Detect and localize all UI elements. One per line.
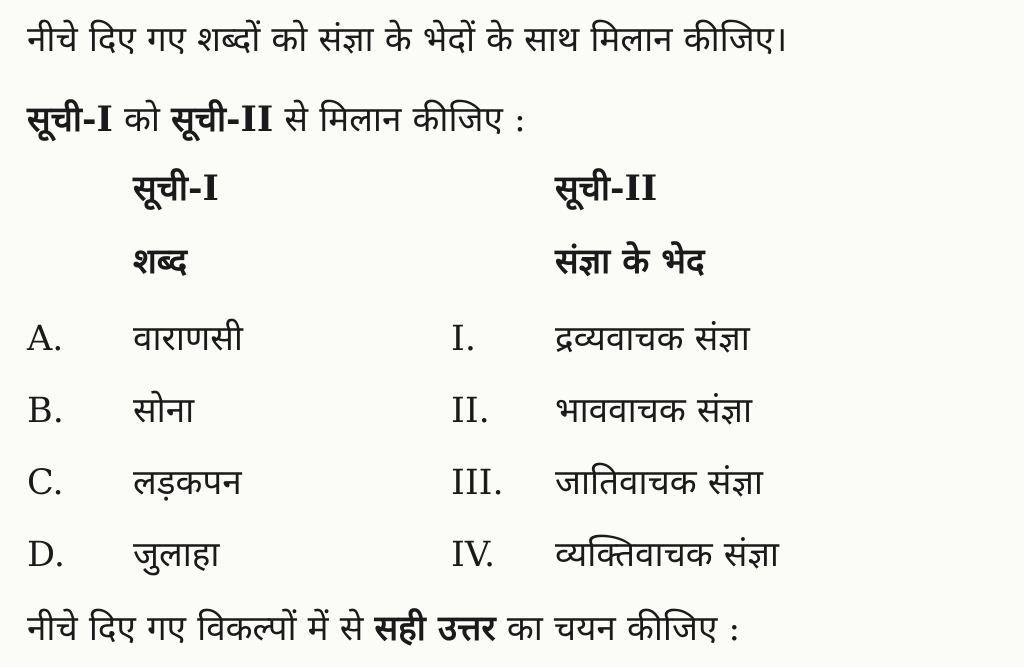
column2-marker: IV. — [451, 535, 496, 575]
column1-marker: D. — [27, 535, 65, 575]
column2-subtitle: संज्ञा के भेद — [555, 241, 705, 282]
match-prompt-connector: को — [112, 100, 172, 140]
column2-item-text: भाववाचक संज्ञा — [555, 391, 753, 431]
column2-item-text: व्यक्तिवाचक संज्ञा — [555, 535, 779, 575]
column2-marker: II. — [451, 391, 490, 431]
column1-marker: B. — [27, 391, 64, 431]
column2-marker: I. — [451, 319, 476, 359]
answer-instruction-before: नीचे दिए गए विकल्पों में से — [27, 609, 375, 649]
answer-instruction-emphasis: सही उत्तर — [374, 608, 496, 649]
match-prompt-list1: सूची-I — [27, 99, 113, 140]
answer-instruction-after: का चयन कीजिए : — [495, 609, 741, 649]
match-prompt-list2: सूची-II — [171, 99, 274, 140]
column1-item-text: वाराणसी — [133, 319, 243, 359]
column2-title: सूची-II — [555, 168, 658, 209]
question-instruction: नीचे दिए गए शब्दों को संज्ञा के भेदों के साथ मिलान कीजिए। — [27, 20, 788, 60]
column1-item-text: लड़कपन — [133, 463, 242, 503]
column1-marker: A. — [27, 319, 64, 359]
column1-title: सूची-I — [133, 168, 219, 209]
answer-instruction — [27, 607, 740, 651]
column1-subtitle: शब्द — [133, 241, 188, 282]
column1-item-text: सोना — [133, 391, 195, 431]
match-prompt — [27, 98, 526, 142]
column2-item-text: जातिवाचक संज्ञा — [555, 463, 763, 503]
column1-marker: C. — [27, 463, 64, 503]
match-prompt-tail: से मिलान कीजिए : — [273, 100, 526, 140]
column2-item-text: द्रव्यवाचक संज्ञा — [555, 319, 750, 359]
column2-marker: III. — [451, 463, 504, 503]
column1-item-text: जुलाहा — [133, 535, 220, 575]
